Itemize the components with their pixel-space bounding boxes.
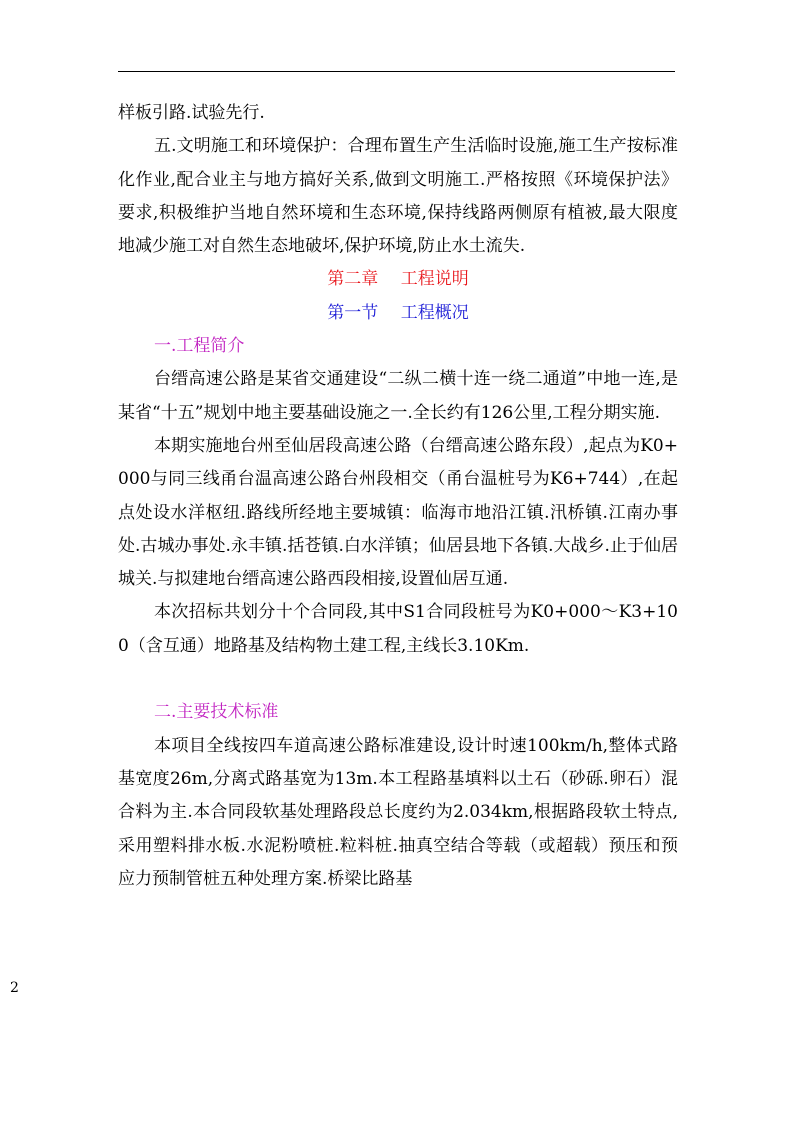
header-rule — [118, 71, 675, 72]
section-heading: 第一节 工程概况 — [327, 302, 469, 323]
paragraph-technical-standards: 本项目全线按四车道高速公路标准建设,设计时速100km/h,整体式路基宽度26m,分离式路基宽为13m.本工程路基填料以土石（砂砾.卵石）混合料为主.本合同段软基处理路段总长度约为2.034km,根据路段软土特点,采用塑料排水板.水泥粉喷桩.粒料桩.抽真空结合等载（或超载）预压和预应力预制管桩五种处理方案.桥梁比路基 — [118, 735, 678, 889]
paragraph-highway-overview: 台缙高速公路是某省交通建设“二纵二横十连一绕二通道”中地一连,是某省“十五”规划中地主要基础设施之一.全长约有126公里,工程分期实施. — [118, 369, 678, 423]
blank-line — [118, 663, 678, 696]
paragraph-sample-road: 样板引路.试验先行. — [118, 103, 265, 123]
paragraph-route-description: 本期实施地台州至仙居段高速公路（台缙高速公路东段）,起点为K0+000与同三线甬台温高速公路台州段相交（甬台温桩号为K6+744）,在起点处设水洋枢纽.路线所经地主要城镇：临海市地沿江镇.汛桥镇.江南办事处.古城办事处.永丰镇.括苍镇.白水洋镇；仙居县地下各镇.大战乡.止于仙居城关.与拟建地台缙高速公路西段相接,设置仙居互通. — [118, 435, 678, 590]
page-number: 2 — [10, 980, 19, 996]
subsection-title-technical-standards: 二.主要技术标准 — [154, 702, 279, 723]
paragraph-civilized-construction: 五.文明施工和环境保护：合理布置生产生活临时设施,施工生产按标准化作业,配合业主与地方搞好关系,做到文明施工.严格按照《环境保护法》要求,积极维护当地自然环境和生态环境,保持线路两侧原有植被,最大限度地减少施工对自然生态地破坏,保护环境,防止水土流失. — [118, 136, 678, 257]
chapter-heading: 第二章 工程说明 — [327, 269, 469, 290]
document-body — [118, 97, 678, 896]
paragraph-bid-sections: 本次招标共划分十个合同段,其中S1合同段桩号为K0+000～K3+100（含互通）地路基及结构物土建工程,主线长3.10Km. — [118, 602, 678, 656]
subsection-title-project-intro: 一.工程简介 — [154, 336, 245, 357]
